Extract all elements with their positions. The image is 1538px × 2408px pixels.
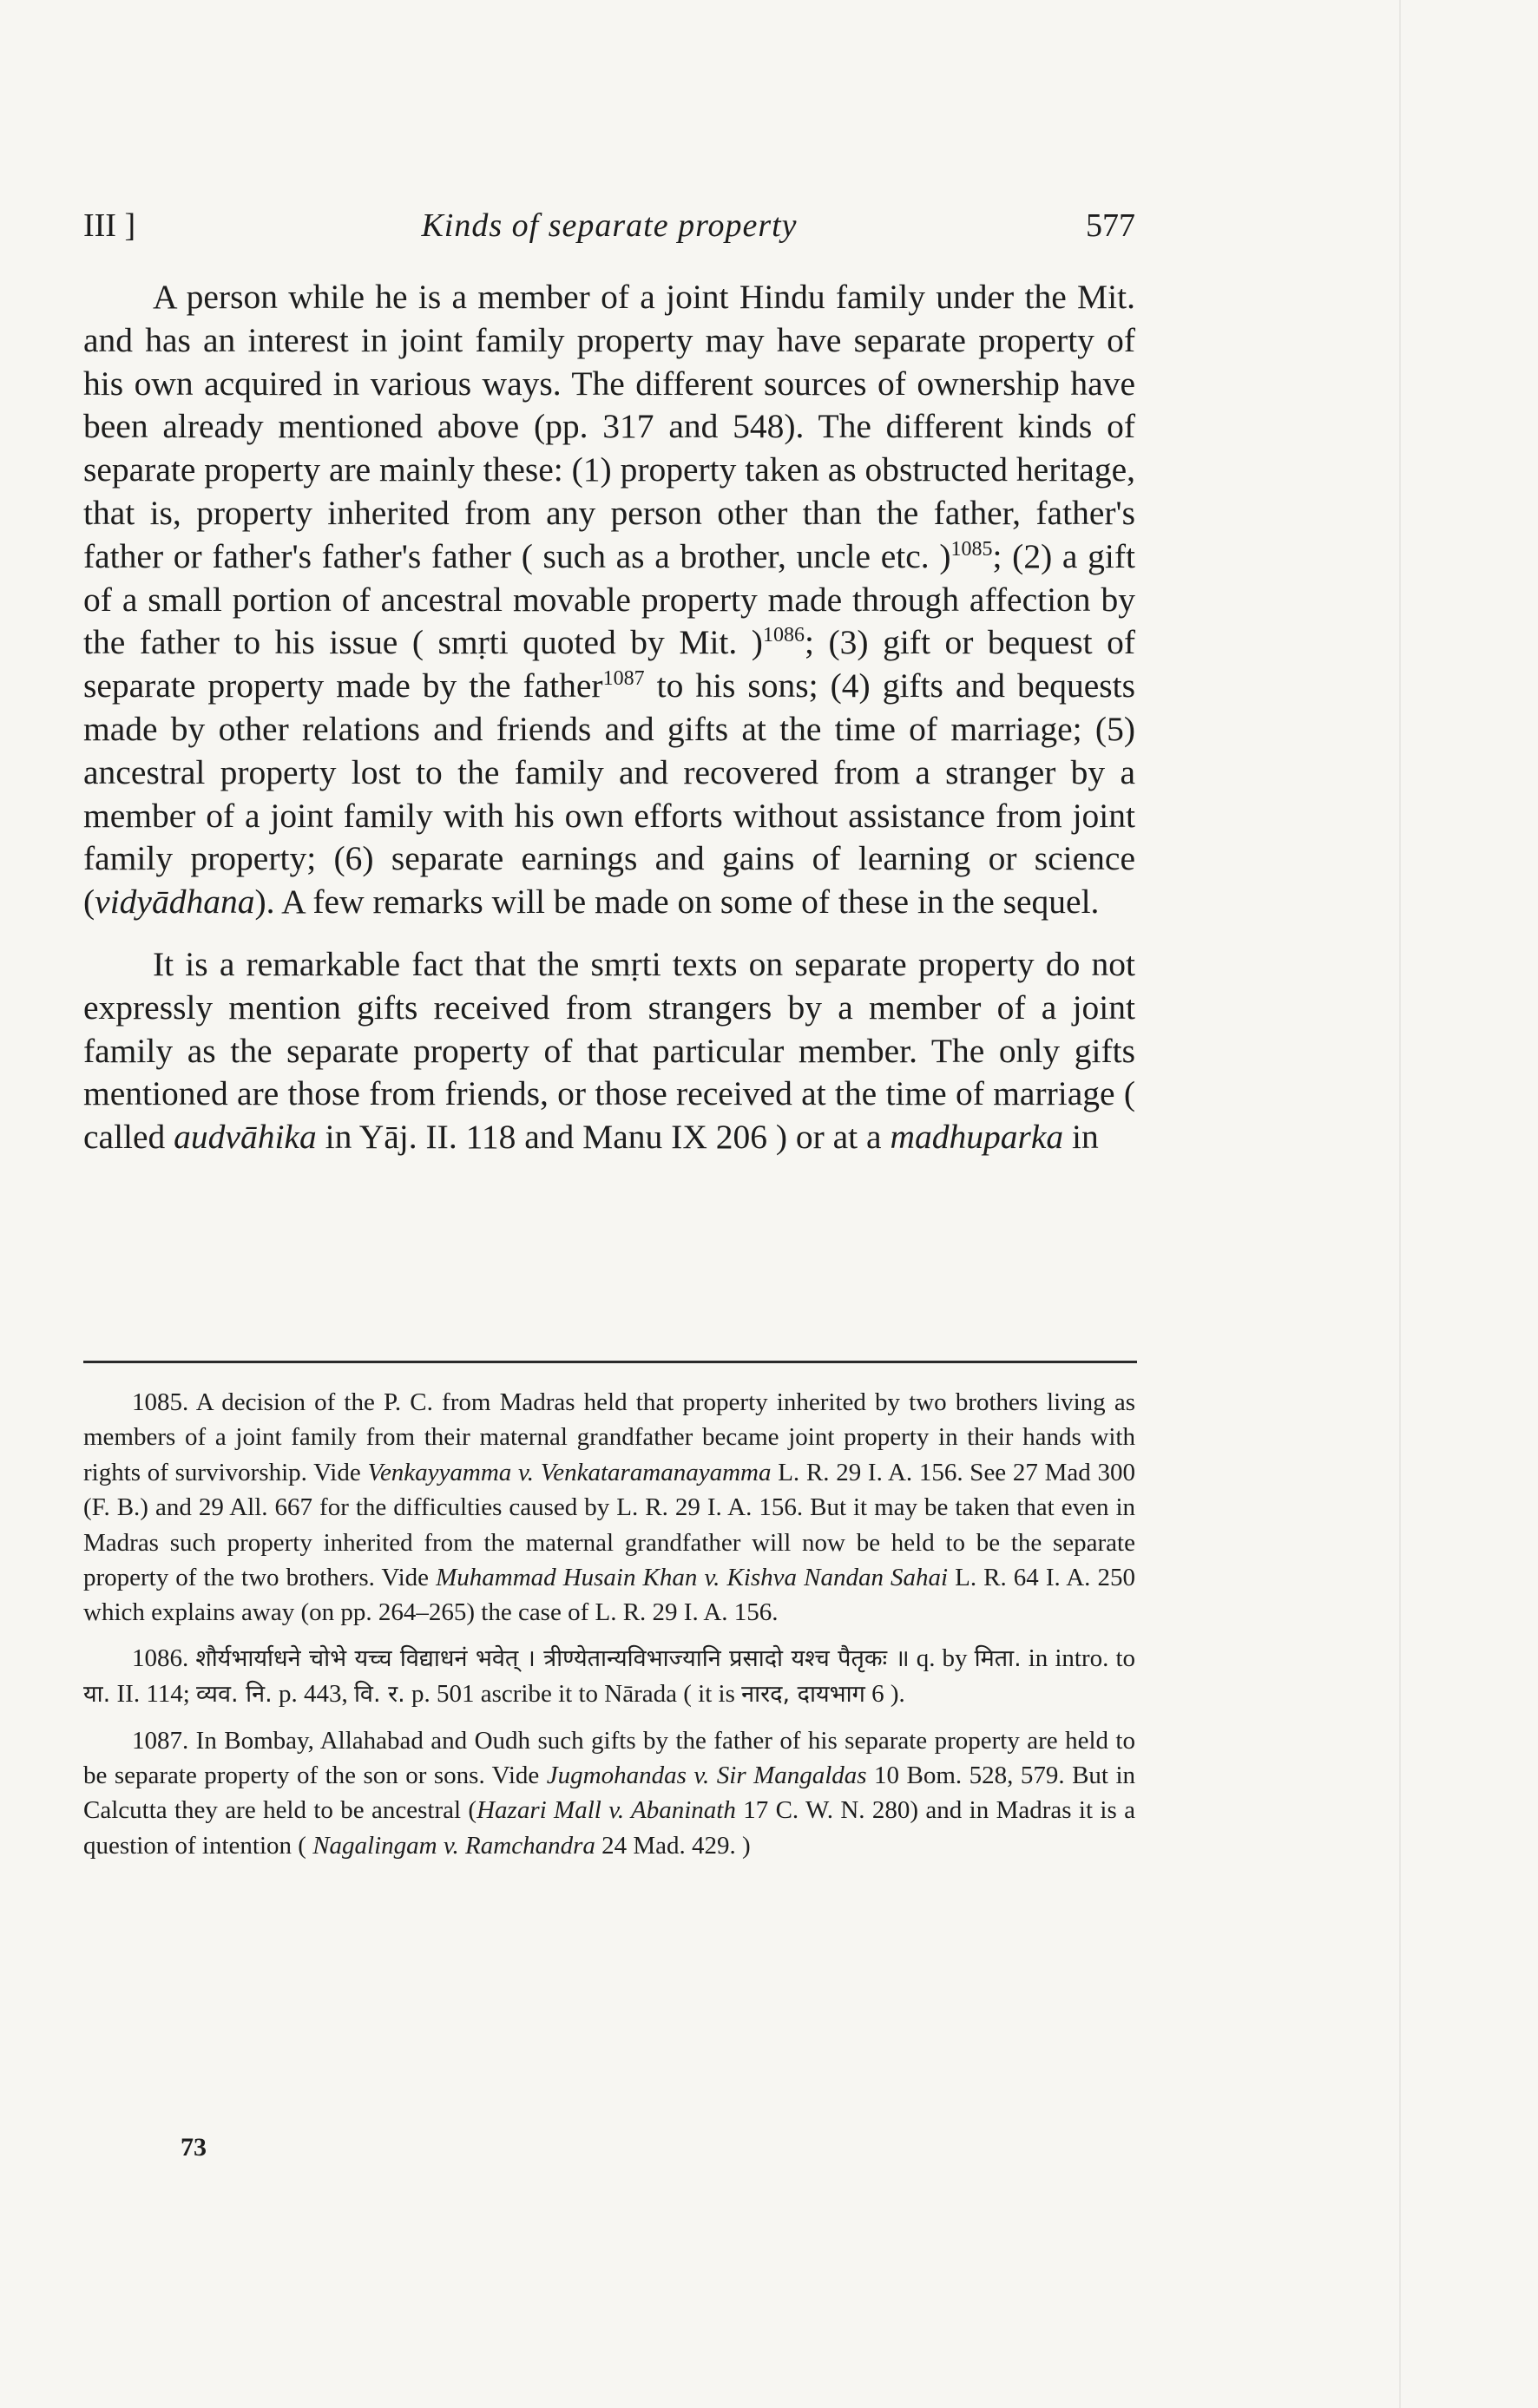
case-name: Jugmohandas v. Sir Mangaldas	[546, 1762, 867, 1790]
term-audvahika: audvāhika	[174, 1118, 317, 1157]
paragraph-kinds-of-separate-property: A person while he is a member of a joint Hindu family under the Mit. and has an interest in joint family property may have separate property of his own acquired in various ways. The different sources of ownership have been already mentioned above (pp. 317 and 548). The different kinds of separate property are mainly these: (1) property taken as obstructed heritage, that is, property inherited from any person other than the father, father's father or father's father's father ( such as a brother, uncle etc. )$^{1085}$; (2) a gift of a small portion of ancestral movable property made through affection by the father to his issue ( smṛti quoted by Mit. )$^{1086}$; (3) gift or bequest of separate property made by the father$^{1087}$ to his sons; (4) gifts and bequests made by other relations and friends and gifts at the time of marriage; (5) ancestral property lost to the family and recovered from a stranger by a member of a joint family with his own efforts without assistance from joint family property; (6) separate earnings and gains of learning or science (vidyādhana). A few remarks will be made on some of these in the sequel.	[83, 278, 1135, 922]
case-name: Nagalingam v. Ramchandra	[312, 1831, 595, 1860]
main-text	[83, 276, 1135, 1159]
footnote-ref-1086[interactable]: 1086	[762, 624, 805, 647]
footnote-1087: 1087. In Bombay, Allahabad and Oudh such gifts by the father of his separate property are held to be separate property of the son or sons. Vide Jugmohandas v. Sir Mangaldas 10 Bom. 528, 579. But in Calcutta they are held to be ancestral (Hazari Mall v. Abaninath 17 C. W. N. 280) and in Madras it is a question of intention ( Nagalingam v. Ramchandra 24 Mad. 429. )	[83, 1726, 1136, 1860]
case-name: Muhammad Husain Khan v. Kishva Nandan Sahai	[436, 1564, 949, 1592]
footnote-1085: 1085. A decision of the P. C. from Madras held that property inherited by two brothers living as members of a joint family from their maternal grandfather became joint property in their hands with rights of survivorship. Vide Venkayyamma v. Venkataramanayamma L. R. 29 I. A. 156. See 27 Mad 300 (F. B.) and 29 All. 667 for the difficulties caused by L. R. 29 I. A. 156. But it may be taken that even in Madras such property inherited from the maternal grandfather will now be held to be the separate property of the two brothers. Vide Muhammad Husain Khan v. Kishva Nandan Sahai L. R. 64 I. A. 250 which explains away (on pp. 264–265) the case of L. R. 29 I. A. 156.	[83, 1388, 1135, 1627]
sanskrit-verse: शौर्यभार्याधने चोभे यच्च विद्याधनं भवेत् । त्रीण्येतान्यविभाज्यानि प्रसादो यश्च पैतृकः ॥	[195, 1644, 910, 1672]
case-name: Venkayyamma v. Venkataramanayamma	[367, 1458, 772, 1486]
running-title: Kinds of separate property	[421, 207, 798, 244]
printer-signature-mark: 73	[181, 2133, 207, 2162]
page-number: 577	[1086, 207, 1135, 244]
scan-gutter-line	[1399, 0, 1401, 2408]
footnote-ref-1085[interactable]: 1085	[950, 537, 993, 561]
footnotes	[83, 1385, 1135, 1863]
paragraph-gifts-from-strangers: It is a remarkable fact that the smṛti texts on separate property do not expressly mention gifts received from strangers by a member of a joint family as the separate property of that particular member. The only gifts mentioned are those from friends, or those received at the time of marriage ( called audvāhika in Yāj. II. 118 and Manu IX 206 ) or at a madhuparka in	[83, 944, 1135, 1157]
footnote-rule	[83, 1361, 1137, 1363]
case-name: Hazari Mall v. Abaninath	[477, 1796, 736, 1825]
footnote-1086: 1086. शौर्यभार्याधने चोभे यच्च विद्याधनं भवेत् । त्रीण्येतान्यविभाज्यानि प्रसादो यश्च पैतृकः ॥ q. by मिता. in intro. to या. II. 114; व्यव. नि. p. 443, वि. र. p. 501 ascribe it to Nārada ( it is नारद, दायभाग 6 ).	[83, 1644, 1136, 1709]
term-vidyadhana: vidyādhana	[95, 882, 255, 922]
footnote-ref-1087[interactable]: 1087	[602, 667, 645, 691]
chapter-number: III ]	[83, 207, 136, 244]
running-header	[83, 207, 1135, 259]
term-madhuparka: madhuparka	[890, 1118, 1064, 1157]
